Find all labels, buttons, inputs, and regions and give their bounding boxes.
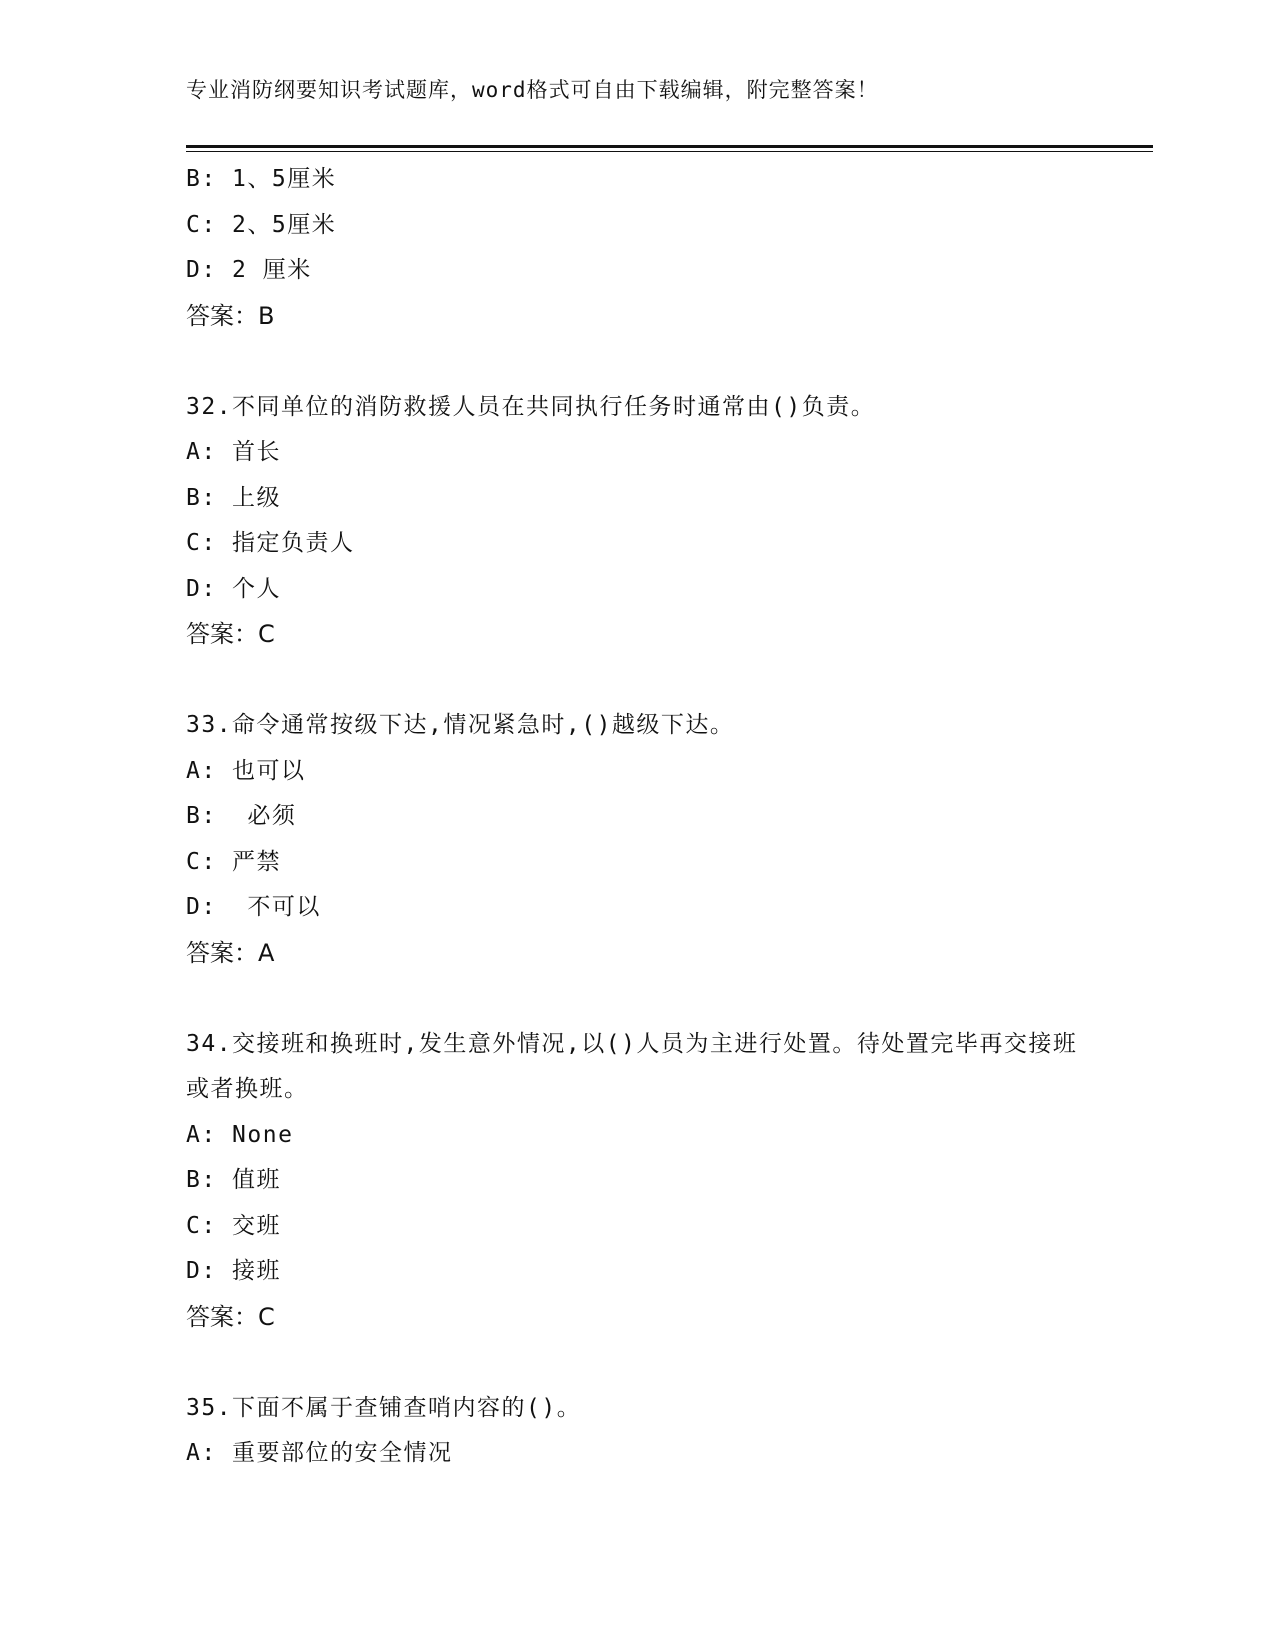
option-b: B: 必须 (186, 803, 297, 829)
header-rule-thin (186, 151, 1153, 152)
spacer (186, 658, 1106, 704)
option-c: C: 交班 (186, 1212, 282, 1239)
spacer (186, 976, 1106, 1022)
question-block-33 (186, 703, 1106, 976)
spacer (186, 1340, 1106, 1386)
answer-label: 答案：A (186, 938, 275, 967)
option-b: B: 值班 (186, 1167, 282, 1193)
question-text: 33.命令通常按级下达,情况紧急时,()越级下达。 (186, 712, 735, 738)
option-c: C: 严禁 (186, 848, 282, 875)
question-block-34 (186, 1022, 1106, 1341)
option-a: A: 重要部位的安全情况 (186, 1440, 453, 1466)
option-d: D: 2 厘米 (186, 257, 312, 283)
spacer (186, 339, 1106, 385)
question-block-31 (186, 157, 1106, 339)
option-b: B: 1、5厘米 (186, 166, 337, 192)
question-text: 34.交接班和换班时,发生意外情况,以()人员为主进行处置。待处置完毕再交接班或者换班。 (186, 1030, 1078, 1102)
question-block-32 (186, 385, 1106, 658)
question-text: 35.下面不属于查铺查哨内容的()。 (186, 1394, 582, 1421)
question-text: 32.不同单位的消防救援人员在共同执行任务时通常由()负责。 (186, 393, 876, 420)
option-a: A: 首长 (186, 439, 282, 465)
option-a: A: 也可以 (186, 757, 306, 784)
answer-label: 答案：B (186, 301, 275, 330)
document-header: 专业消防纲要知识考试题库，word格式可自由下载编辑，附完整答案！ (186, 78, 879, 102)
question-block-35 (186, 1386, 1106, 1477)
option-d: D: 不可以 (186, 894, 321, 920)
option-c: C: 2、5厘米 (186, 211, 337, 238)
answer-label: 答案：C (186, 1302, 275, 1331)
option-b: B: 上级 (186, 484, 282, 511)
option-c: C: 指定负责人 (186, 530, 355, 556)
option-d: D: 个人 (186, 575, 282, 602)
option-a: A: None (186, 1121, 294, 1148)
question-list (186, 157, 1106, 1477)
header-rule-thick (186, 145, 1153, 148)
option-d: D: 接班 (186, 1258, 282, 1284)
answer-label: 答案：C (186, 620, 275, 648)
